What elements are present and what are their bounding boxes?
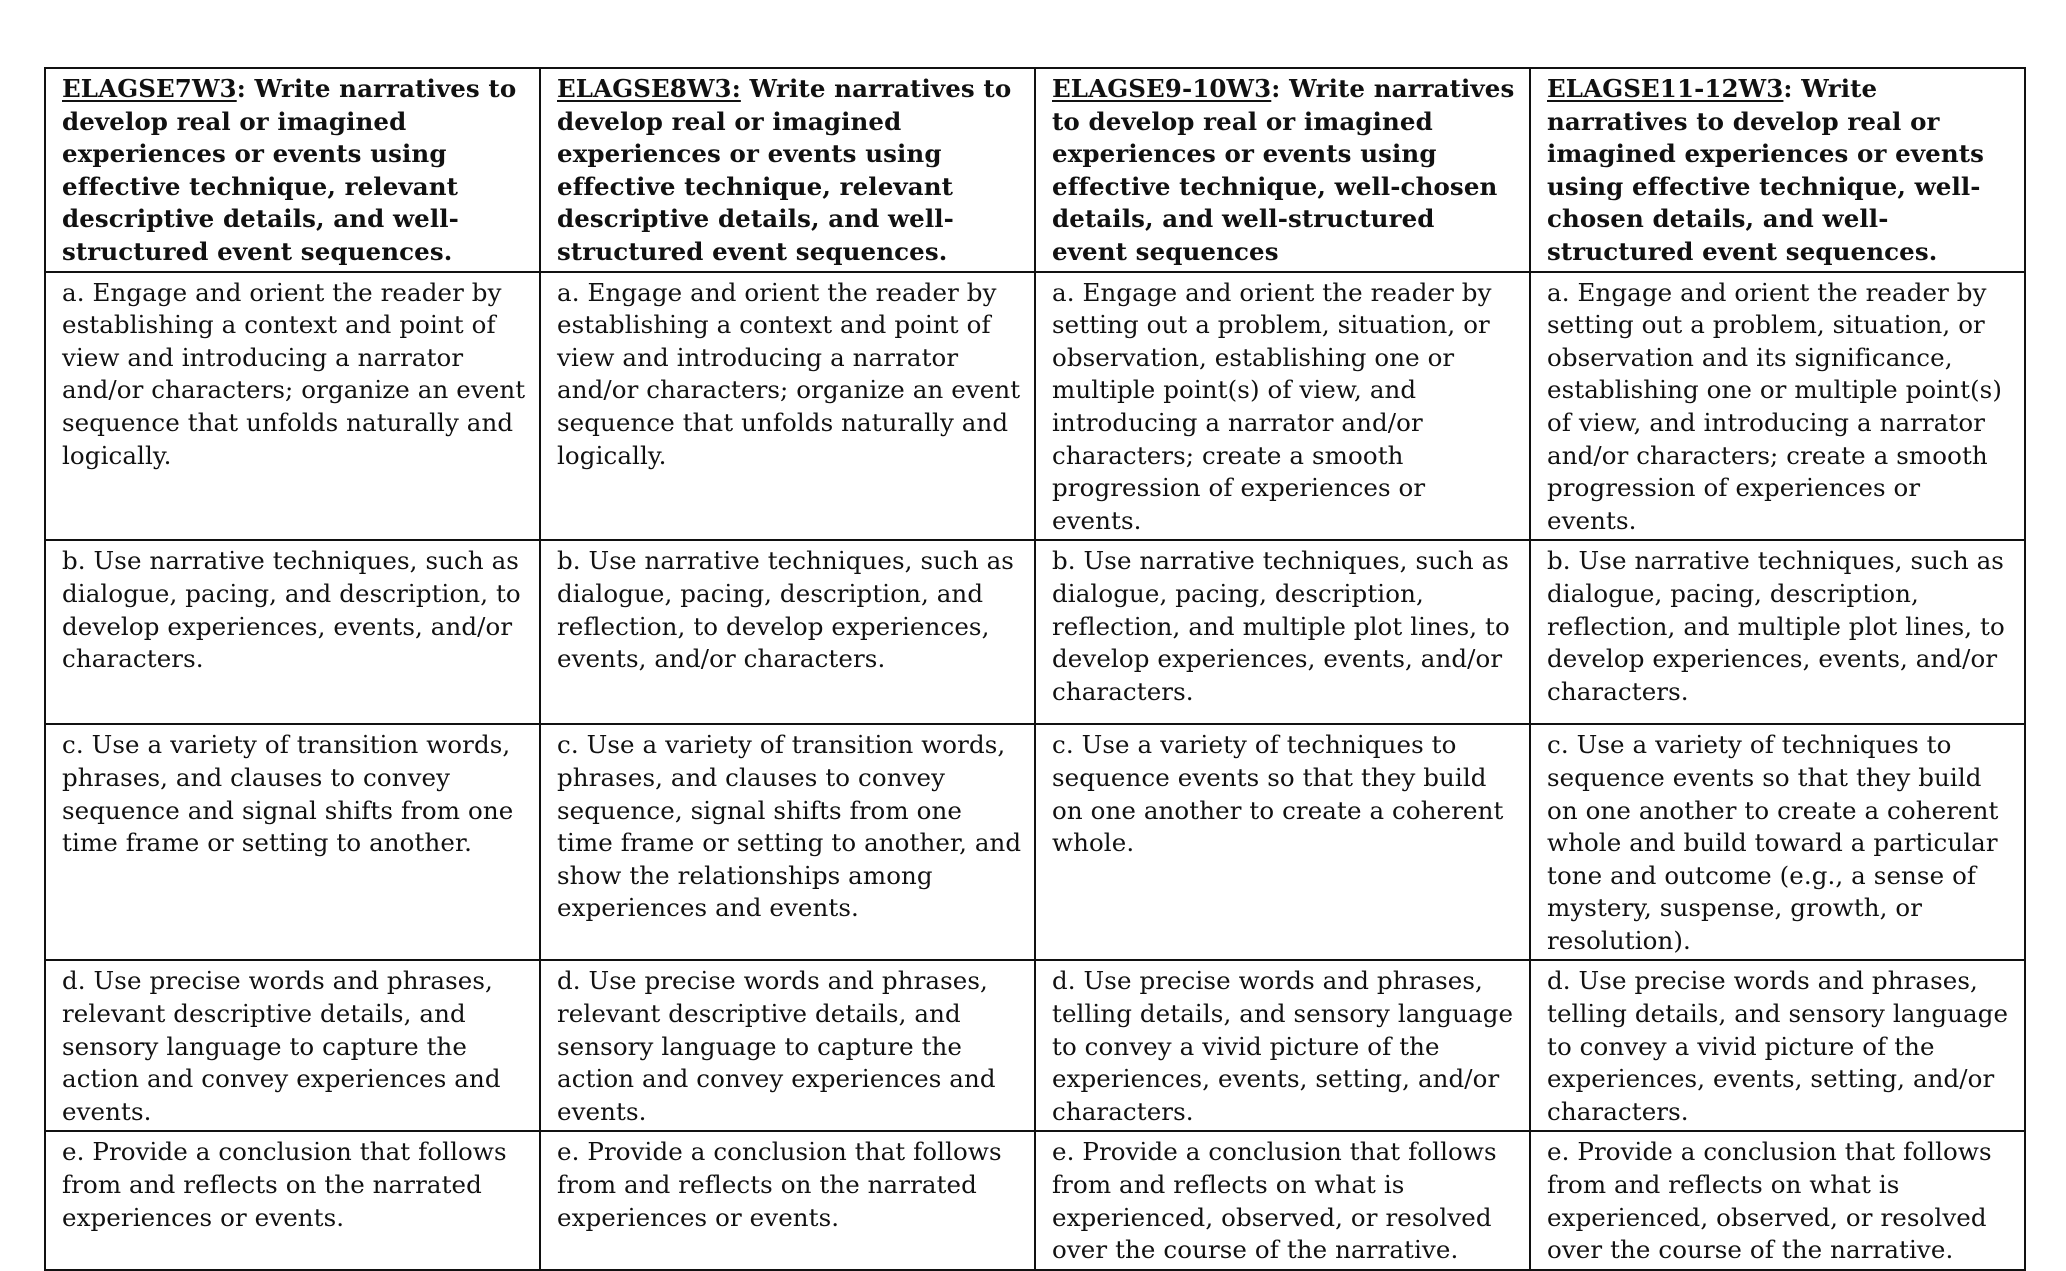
standard-header-grade-9-10 xyxy=(1035,68,1530,272)
table-cell: d. Use precise words and phrases, telling details, and sensory language to convey a vivid picture of the experiences, events, setting, and/or characters. xyxy=(1530,960,2025,1131)
code-separator xyxy=(741,74,750,103)
table-header xyxy=(45,68,2025,272)
document-page xyxy=(44,67,2026,1271)
table-row-a xyxy=(45,272,2025,541)
table-cell: d. Use precise words and phrases, telling details, and sensory language to convey a vivid picture of the experiences, events, setting, and/or characters. xyxy=(1035,960,1530,1131)
table-cell: c. Use a variety of techniques to sequence events so that they build on one another to create a coherent whole and build toward a particular tone and outcome (e.g., a sense of mystery, suspense, growth, or resolution). xyxy=(1530,724,2025,960)
table-cell: a. Engage and orient the reader by establishing a context and point of view and introducing a narrator and/or characters; organize an event sequence that unfolds naturally and logically. xyxy=(540,272,1035,541)
standard-header-grade-11-12 xyxy=(1530,68,2025,272)
table-cell: e. Provide a conclusion that follows from and reflects on what is experienced, observed, or resolved over the course of the narrative. xyxy=(1530,1131,2025,1269)
standard-description: Write narratives to develop real or imagined experiences or events using effective technique, well-chosen details, and well-structured event sequences xyxy=(1052,74,1515,266)
standard-code: ELAGSE8W3: xyxy=(557,74,741,103)
table-body xyxy=(45,272,2025,1270)
header-row xyxy=(45,68,2025,272)
table-cell: b. Use narrative techniques, such as dialogue, pacing, description, and reflection, to develop experiences, events, and/or characters. xyxy=(540,540,1035,724)
standards-table xyxy=(44,67,2026,1271)
standard-description: Write narratives to develop real or imagined experiences or events using effective technique, relevant descriptive details, and well-structured event sequences. xyxy=(62,74,517,266)
table-cell: e. Provide a conclusion that follows from and reflects on what is experienced, observed, or resolved over the course of the narrative. xyxy=(1035,1131,1530,1269)
table-cell: d. Use precise words and phrases, relevant descriptive details, and sensory language to capture the action and convey experiences and events. xyxy=(45,960,540,1131)
standard-description: Write narratives to develop real or imagined experiences or events using effective technique, well-chosen details, and well-structured event sequences. xyxy=(1547,74,1985,266)
code-separator: : xyxy=(1271,74,1290,103)
table-cell: b. Use narrative techniques, such as dialogue, pacing, and description, to develop experiences, events, and/or characters. xyxy=(45,540,540,724)
table-cell: c. Use a variety of transition words, phrases, and clauses to convey sequence, signal shifts from one time frame or setting to another, and show the relationships among experiences and events. xyxy=(540,724,1035,960)
table-cell: b. Use narrative techniques, such as dialogue, pacing, description, reflection, and multiple plot lines, to develop experiences, events, and/or characters. xyxy=(1035,540,1530,724)
standard-description: Write narratives to develop real or imagined experiences or events using effective technique, relevant descriptive details, and well-structured event sequences. xyxy=(557,74,1012,266)
table-row-b xyxy=(45,540,2025,724)
table-row-d xyxy=(45,960,2025,1131)
table-row-c xyxy=(45,724,2025,960)
table-cell: a. Engage and orient the reader by establishing a context and point of view and introducing a narrator and/or characters; organize an event sequence that unfolds naturally and logically. xyxy=(45,272,540,541)
table-cell: e. Provide a conclusion that follows from and reflects on the narrated experiences or events. xyxy=(45,1131,540,1269)
standard-code: ELAGSE11-12W3 xyxy=(1547,74,1784,103)
table-cell: a. Engage and orient the reader by setting out a problem, situation, or observation, establishing one or multiple point(s) of view, and introducing a narrator and/or characters; create a smooth progression of experiences or events. xyxy=(1035,272,1530,541)
standard-code: ELAGSE7W3 xyxy=(62,74,237,103)
table-row-e xyxy=(45,1131,2025,1269)
table-cell: c. Use a variety of transition words, phrases, and clauses to convey sequence and signal shifts from one time frame or setting to another. xyxy=(45,724,540,960)
table-cell: b. Use narrative techniques, such as dialogue, pacing, description, reflection, and multiple plot lines, to develop experiences, events, and/or characters. xyxy=(1530,540,2025,724)
code-separator: : xyxy=(236,74,255,103)
table-cell: c. Use a variety of techniques to sequence events so that they build on one another to create a coherent whole. xyxy=(1035,724,1530,960)
code-separator: : xyxy=(1783,74,1802,103)
table-cell: a. Engage and orient the reader by setting out a problem, situation, or observation and its significance, establishing one or multiple point(s) of view, and introducing a narrator and/or characters; create a smooth progression of experiences or events. xyxy=(1530,272,2025,541)
table-cell: d. Use precise words and phrases, relevant descriptive details, and sensory language to capture the action and convey experiences and events. xyxy=(540,960,1035,1131)
table-cell: e. Provide a conclusion that follows from and reflects on the narrated experiences or events. xyxy=(540,1131,1035,1269)
standard-code: ELAGSE9-10W3 xyxy=(1052,74,1272,103)
standard-header-grade-7 xyxy=(45,68,540,272)
standard-header-grade-8 xyxy=(540,68,1035,272)
